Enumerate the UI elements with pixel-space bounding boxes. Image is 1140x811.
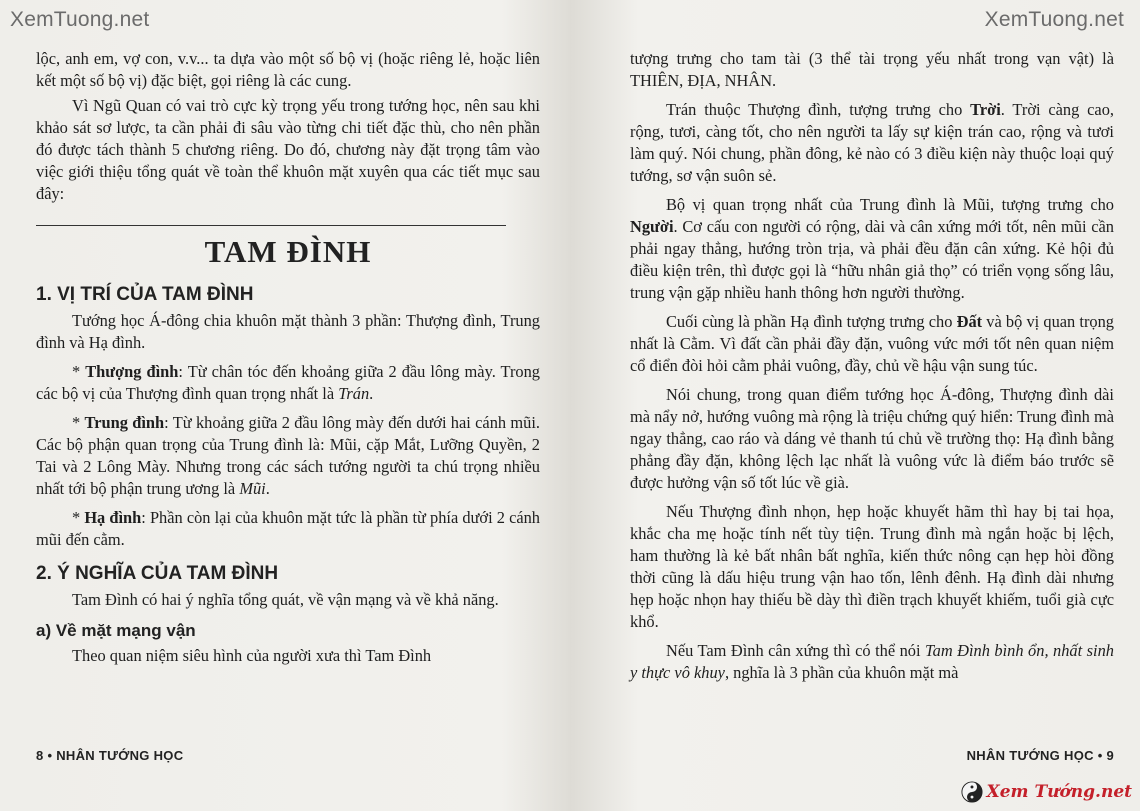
logo-name: Xem Tướng — [986, 782, 1096, 802]
right-paragraph-3 — [630, 194, 1114, 304]
p7-post: , nghĩa là 3 phần của khuôn mặt mà — [724, 663, 959, 682]
logo-suffix: .net — [1095, 782, 1132, 802]
right-page — [570, 0, 1140, 811]
term-troi: Trời — [970, 100, 1001, 119]
p2-post: . Trời càng cao, rộng, tươi, càng tốt, cho nên người ta lấy sự kiện trán cao, rộng và tươi làm quý. Nói chung, phần đông, kẻ nào có 3 điều kiện này thuộc loại quý tướng, sơ vận suôn sẻ. — [630, 100, 1115, 185]
right-paragraph-4 — [630, 311, 1114, 377]
term-ha-dinh: Hạ đình — [84, 508, 142, 527]
p4-pre: Cuối cùng là phần Hạ đình tượng trưng cho — [666, 312, 957, 331]
trung-dinh-text: : Từ khoảng giữa 2 đầu lông mày đến dưới hai cánh mũi. Các bộ phận quan trọng của Trung đình là: Mũi, cặp Mắt, Lưỡng Quyền, 2 Tai và 2 Lông Mày. Nhưng trong các sách tướng người ta chú trọng nhiều nhất tới bộ phận trung ương là — [36, 413, 540, 498]
p2-pre: Trán thuộc Thượng đình, tượng trưng cho — [666, 100, 971, 119]
term-nguoi: Người — [630, 217, 674, 236]
section-2-title: 2. Ý NGHĨA CỦA TAM ĐÌNH — [36, 563, 279, 584]
page-footer-right: NHÂN TƯỚNG HỌC • 9 — [966, 748, 1114, 763]
period: . — [265, 479, 270, 498]
term-trung-dinh: Trung đình — [84, 413, 165, 432]
thuong-dinh-paragraph — [36, 361, 540, 405]
right-paragraph-2 — [630, 99, 1114, 187]
left-paragraph-1: lộc, anh em, vợ con, v.v... ta dựa vào một số bộ vị (hoặc riêng lẻ, hoặc liên kết một số bộ vị) đặc biệt, gọi riêng là các cung. — [36, 49, 540, 90]
emph-quote: Tam Đình bình ổn, nhất sinh y thực vô khuy — [630, 641, 1114, 682]
bullet: * — [72, 413, 85, 432]
p3-pre: Bộ vị quan trọng nhất của Trung đình là Mũi, tượng trưng cho — [666, 195, 1114, 214]
logo-text — [987, 782, 1132, 802]
ha-dinh-text: : Phần còn lại của khuôn mặt tức là phần từ phía dưới 2 cánh mũi đến cằm. — [36, 508, 541, 549]
watermark-left: XemTuong.net — [10, 8, 150, 31]
subsection-a-text: Theo quan niệm siêu hình của người xưa thì Tam Đình — [72, 646, 432, 665]
yin-yang-icon — [961, 781, 983, 803]
title-rule — [36, 225, 506, 226]
p3-post: . Cơ cấu con người có rộng, dài và cân xứng mới tốt, nên mũi cần phải ngay thẳng, hướng tròn trịa, và phải đều đặn cân xứng. Kẻ hội đủ điều kiện trên, thì được gọi là “hữu nhân giả thọ” có triển vọng sống lâu, trung vận gặp nhiều hanh thông hơn người thường. — [630, 217, 1114, 302]
section-2-intro: Tam Đình có hai ý nghĩa tổng quát, về vận mạng và về khả năng. — [72, 590, 499, 609]
site-logo — [961, 781, 1132, 803]
trung-dinh-paragraph — [36, 412, 540, 500]
thuong-dinh-text: : Từ chân tóc đến khoảng giữa 2 đầu lông mày. Trong các bộ vị của Thượng đình quan trọng nhất là — [36, 362, 541, 403]
right-paragraph-5: Nói chung, trong quan điểm tướng học Á-đông, Thượng đình dài mà nẩy nở, hướng vuông mà rộng là triệu chứng quý hiển: Trung đình mà ngay thẳng, cao ráo và dáng vẻ thanh tú chủ về trường thọ: Hạ đình bằng phẳng đầy đặn, không lệch lạc nhất là vuông vức là điểm báo trước sẽ được hưởng vận số tốt lúc về già. — [630, 385, 1114, 492]
right-paragraph-1: tượng trưng cho tam tài (3 thể tài trọng yếu nhất trong vạn vật) là THIÊN, ĐỊA, NHÂN. — [630, 49, 1114, 90]
p7-pre: Nếu Tam Đình cân xứng thì có thể nói — [666, 641, 926, 660]
left-paragraph-2: Vì Ngũ Quan có vai trò cực kỳ trọng yếu trong tướng học, nên sau khi khảo sát sơ lược, ta cần phải đi sâu vào từng chi tiết đặc thù, cho nên phần đó được tách thành 5 chương riêng. Do đó, chương này đặt trọng tâm vào việc giới thiệu tổng quát về toàn thể khuôn mặt xuyên qua các tiết mục sau đây: — [36, 96, 540, 203]
ha-dinh-paragraph — [36, 507, 540, 551]
section-1-title: 1. VỊ TRÍ CỦA TAM ĐÌNH — [36, 284, 254, 305]
emph-tran: Trán — [338, 384, 370, 403]
chapter-title: TAM ĐÌNH — [204, 234, 372, 269]
term-thuong-dinh: Thượng đình — [85, 362, 179, 381]
watermark-right: XemTuong.net — [984, 8, 1124, 31]
bullet: * — [72, 508, 85, 527]
emph-mui: Mũi — [239, 479, 266, 498]
page-footer-left: 8 • NHÂN TƯỚNG HỌC — [36, 748, 184, 763]
subsection-a-title: a) Về mặt mạng vận — [36, 621, 196, 640]
p4-post: và bộ vị quan trọng nhất là Cằm. Vì đất cần phải đầy đặn, vuông vức mới tốt nên quan niệm cổ điển đòi hỏi cằm phải vuông, đầy, chủ về hậu vận sung túc. — [630, 312, 1114, 375]
bullet: * — [72, 362, 86, 381]
right-paragraph-7 — [630, 640, 1114, 684]
section-1-intro: Tướng học Á-đông chia khuôn mặt thành 3 phần: Thượng đình, Trung đình và Hạ đình. — [36, 311, 540, 352]
period: . — [369, 384, 374, 403]
right-paragraph-6: Nếu Thượng đình nhọn, hẹp hoặc khuyết hãm thì hay bị tai họa, khắc cha mẹ hoặc tính nết tùy tiện. Trung đình mà ngắn hoặc bị lệch, ham thường là kẻ bất nhân bất nghĩa, kiến thức nông cạn hẹp hòi đồng thời cũng là dấu hiệu trung vận hao tốn, lênh đênh. Hạ đình dài nhưng hẹp hoặc nhọn hay thiếu bề dày thì điền trạch khuyết khiếm, tuổi già cực khổ. — [630, 502, 1114, 631]
term-dat: Đất — [956, 312, 983, 331]
